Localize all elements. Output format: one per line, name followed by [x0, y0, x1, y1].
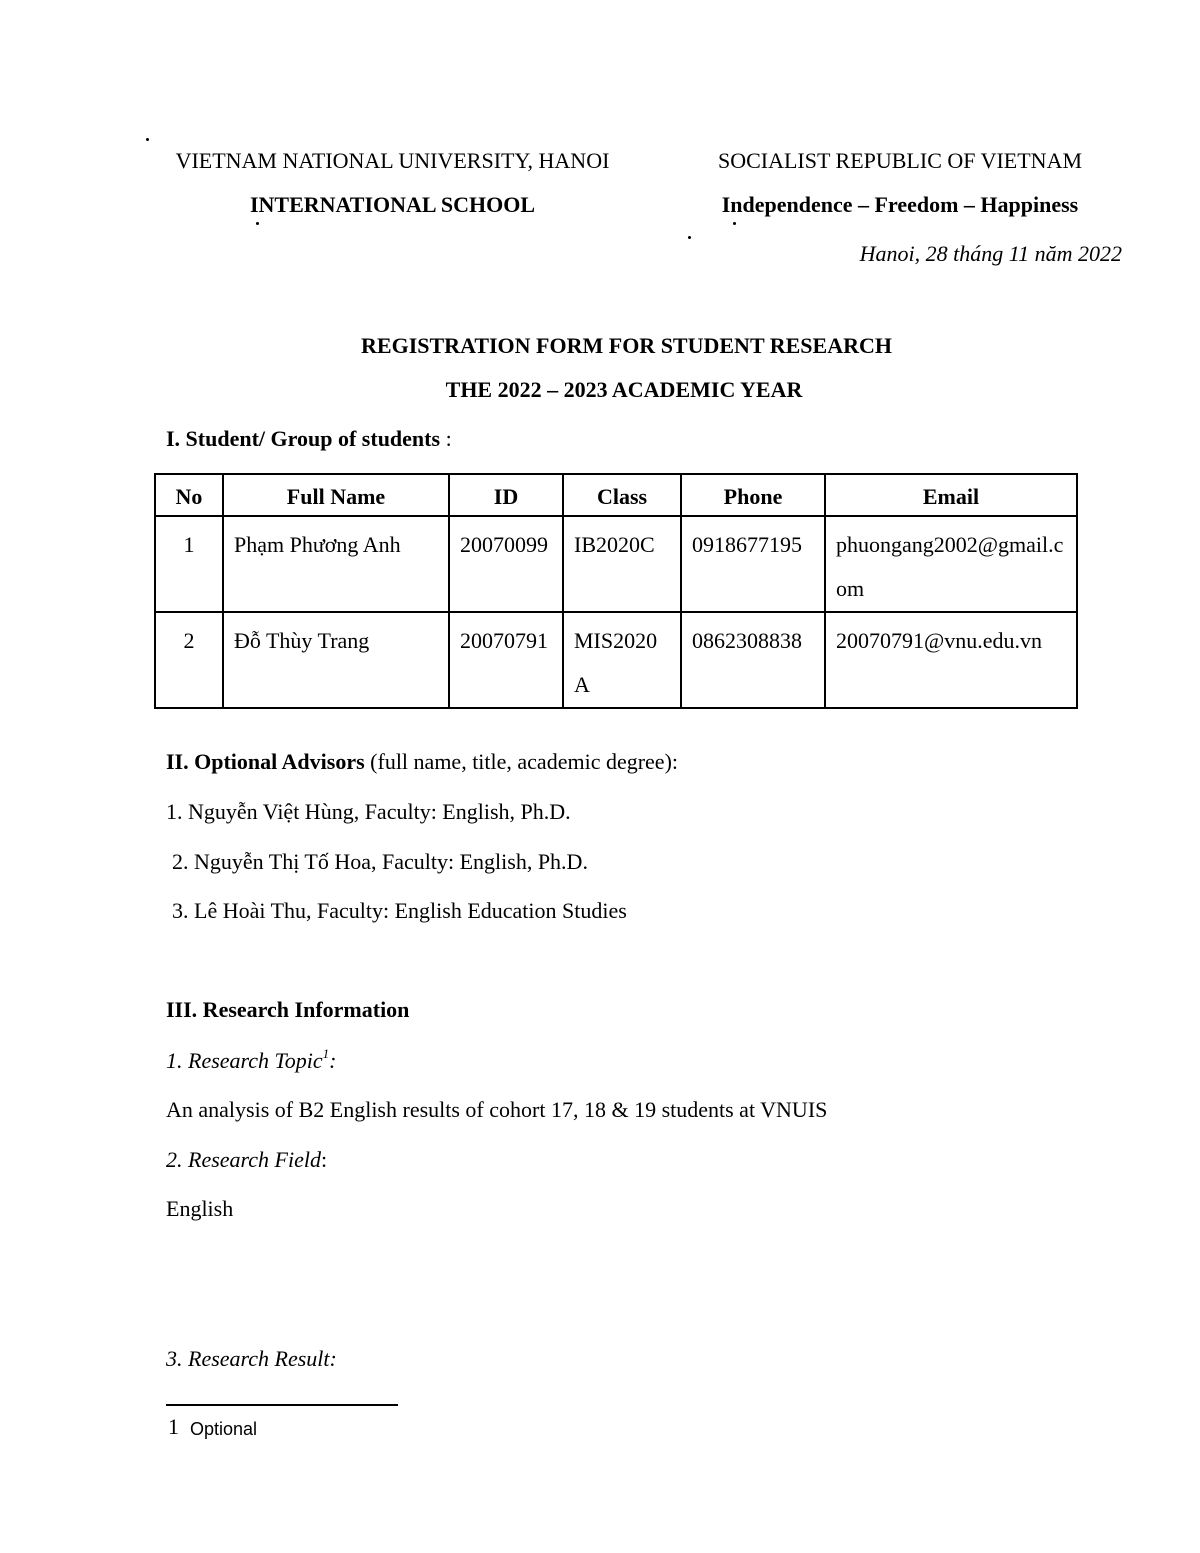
table-row — [155, 516, 1077, 612]
stray-dot — [733, 222, 736, 225]
column-header-id: ID — [449, 474, 563, 516]
research-topic-label — [166, 1048, 336, 1074]
country-name: SOCIALIST REPUBLIC OF VIETNAM — [717, 148, 1083, 173]
section-research-heading: III. Research Information — [166, 997, 410, 1022]
academic-year-title: THE 2022 – 2023 ACADEMIC YEAR — [445, 377, 803, 402]
advisor-item: 2. Nguyễn Thị Tố Hoa, Faculty: English, Ph.D. — [172, 849, 588, 874]
national-motto: Independence – Freedom – Happiness — [721, 192, 1079, 217]
footnote-reference[interactable]: 1 — [322, 1046, 330, 1061]
cell-class: MIS2020A — [563, 612, 681, 708]
research-field-value: English — [166, 1196, 234, 1221]
advisor-item: 1. Nguyễn Việt Hùng, Faculty: English, Ph.D. — [166, 799, 571, 824]
cell-email: 20070791@vnu.edu.vn — [825, 612, 1077, 708]
cell-id: 20070791 — [449, 612, 563, 708]
university-name: VIETNAM NATIONAL UNIVERSITY, HANOI — [175, 148, 610, 173]
column-header-no: No — [155, 474, 223, 516]
section-students-title: I. Student/ Group of students — [166, 426, 441, 451]
cell-phone: 0918677195 — [681, 516, 825, 612]
column-header-phone: Phone — [681, 474, 825, 516]
cell-no: 2 — [155, 612, 223, 708]
footnote-separator — [166, 1404, 398, 1406]
stray-dot — [256, 222, 259, 225]
research-field-colon: : — [320, 1147, 328, 1172]
research-field-label-text: 2. Research Field — [166, 1147, 321, 1172]
section-advisors-heading — [166, 749, 678, 775]
stray-dot — [146, 138, 149, 141]
table-header-row — [155, 474, 1077, 516]
section-students-suffix: : — [440, 426, 452, 451]
research-result-label: 3. Research Result: — [166, 1346, 337, 1371]
research-topic-label-text: 1. Research Topic — [166, 1048, 323, 1073]
school-name: INTERNATIONAL SCHOOL — [249, 192, 536, 217]
section-advisors-title: II. Optional Advisors — [166, 749, 365, 774]
section-advisors-suffix: (full name, title, academic degree): — [364, 749, 679, 774]
cell-full-name: Phạm Phương Anh — [223, 516, 449, 612]
date-line: Hanoi, 28 tháng 11 năm 2022 — [859, 241, 1122, 266]
students-table — [154, 473, 1078, 709]
column-header-class: Class — [563, 474, 681, 516]
cell-class: IB2020C — [563, 516, 681, 612]
research-topic-value: An analysis of B2 English results of cohort 17, 18 & 19 students at VNUIS — [166, 1097, 828, 1122]
cell-phone: 0862308838 — [681, 612, 825, 708]
form-title: REGISTRATION FORM FOR STUDENT RESEARCH — [361, 333, 892, 358]
cell-no: 1 — [155, 516, 223, 612]
stray-dot — [688, 236, 691, 239]
cell-id: 20070099 — [449, 516, 563, 612]
advisor-item: 3. Lê Hoài Thu, Faculty: English Education Studies — [172, 898, 627, 923]
research-field-label — [166, 1147, 327, 1173]
research-topic-colon: : — [329, 1048, 337, 1073]
footnote-text: Optional — [190, 1419, 258, 1439]
footnote-number: 1 — [168, 1414, 179, 1439]
table-row — [155, 612, 1077, 708]
column-header-full-name: Full Name — [223, 474, 449, 516]
section-students-heading — [166, 426, 452, 452]
cell-email: phuongang2002@gmail.com — [825, 516, 1077, 612]
column-header-email: Email — [825, 474, 1077, 516]
cell-full-name: Đỗ Thùy Trang — [223, 612, 449, 708]
